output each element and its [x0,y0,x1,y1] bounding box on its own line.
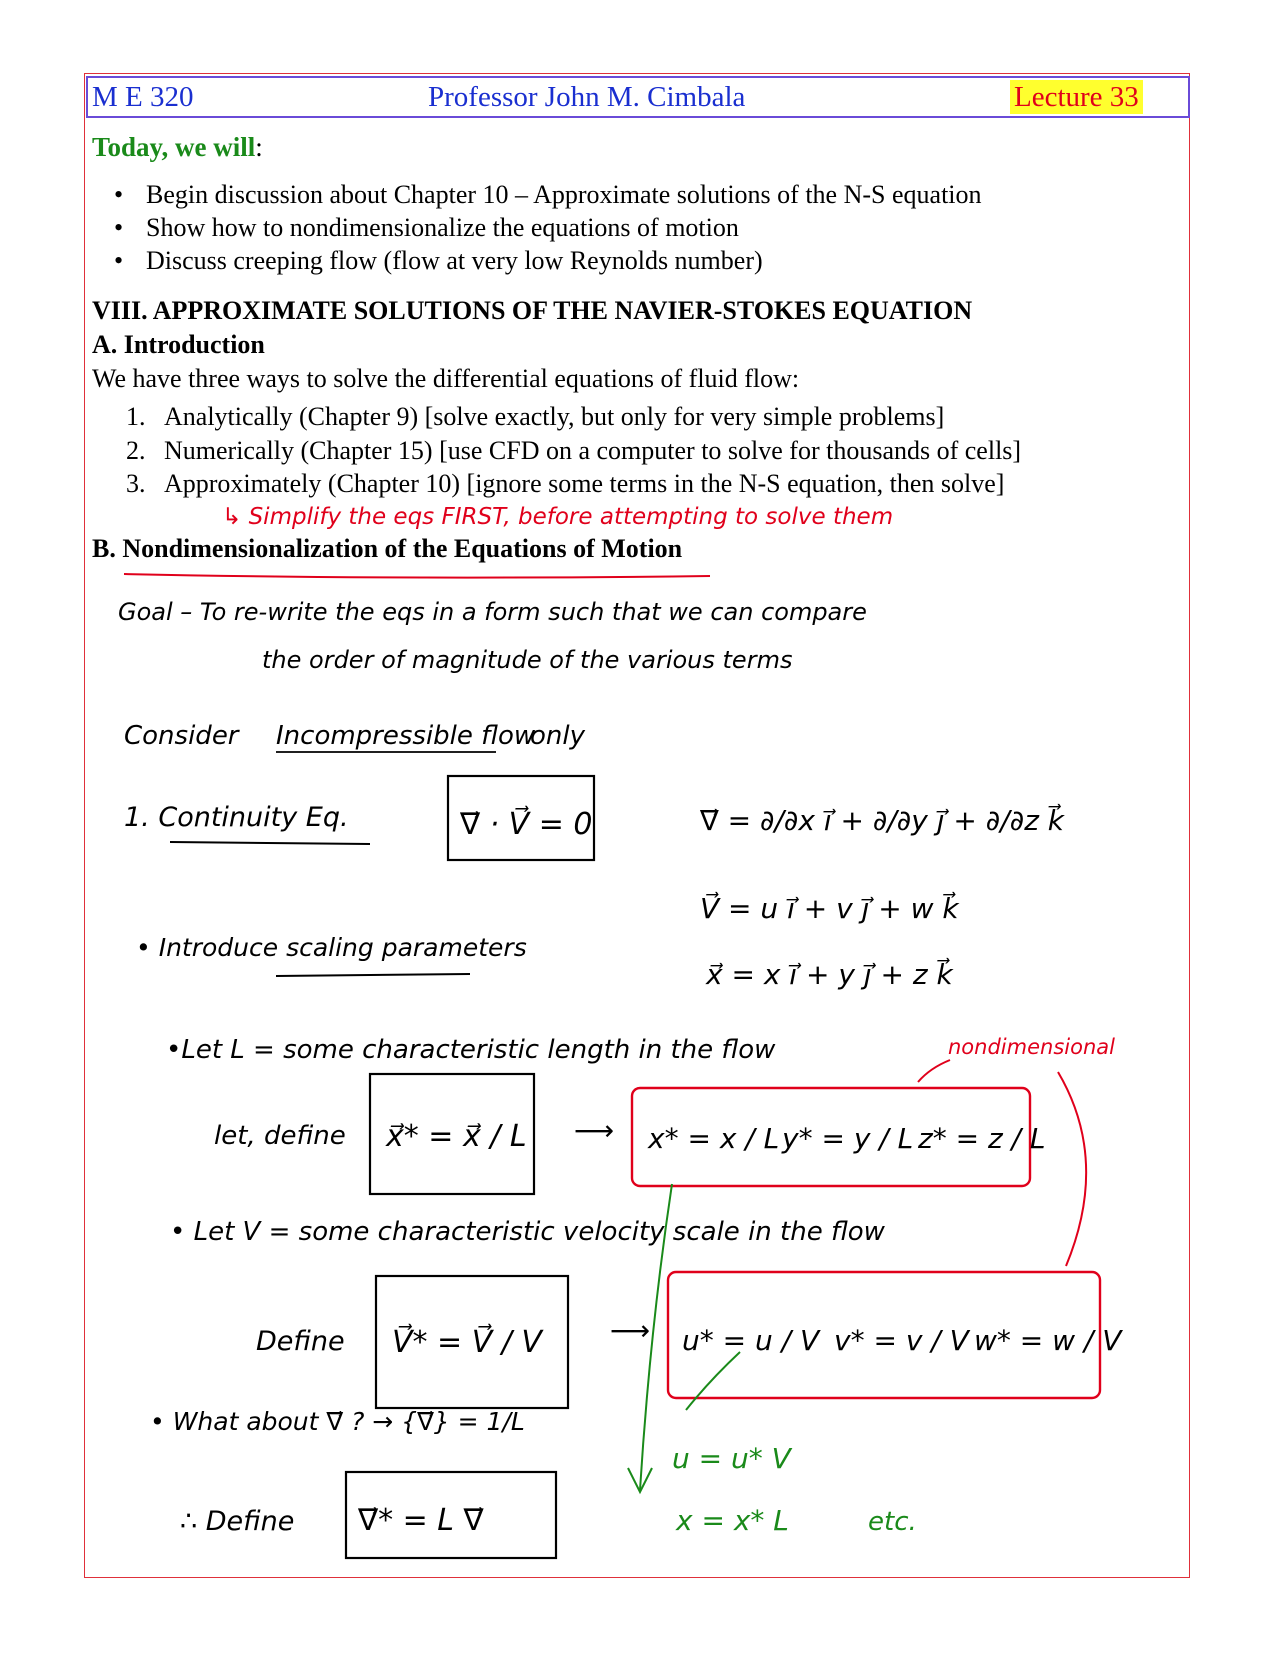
section-b-underline [124,574,710,578]
way-text: Analytically (Chapter 9) [solve exactly, but only for very simple problems] [164,402,945,431]
v-star-definition: V⃗* = V⃗ / V [392,1325,542,1360]
introduce-scaling: • Introduce scaling parameters [136,933,527,962]
nondim-arrow-2 [1058,1072,1086,1266]
course-code: M E 320 [92,81,194,113]
define-label: Define [256,1326,345,1357]
agenda-item: • Discuss creeping flow (flow at very low Reynolds number) [92,244,982,277]
professor-name: Professor John M. Cimbala [428,81,746,113]
section-b-title: B. Nondimensionalization of the Equations of Motion [92,534,683,563]
today-heading: Today, we will: [92,132,263,162]
continuity-label: 1. Continuity Eq. [124,802,349,833]
therefore-define: ∴ Define [180,1506,295,1537]
let-define: let, define [214,1121,346,1151]
intro-text: We have three ways to solve the differential equations of fluid flow: [92,364,800,393]
continuity-equation: ∇⃗ · V⃗ = 0 [460,807,593,842]
del-definition: ∇⃗ = ∂/∂x i⃗ + ∂/∂y j⃗ + ∂/∂z k⃗ [700,804,1064,837]
etc-note: etc. [868,1507,917,1537]
way-number: 1. [126,402,146,431]
arrow-right: ⟶ [574,1114,615,1147]
agenda-item: • Begin discussion about Chapter 10 – Approximate solutions of the N-S equation [92,178,982,211]
nondim-arrow-1 [918,1060,950,1082]
v-star: v* = v / V [834,1324,969,1357]
incompressible-flow: Incompressible flow [276,721,536,751]
today-label: Today, we will [92,132,256,162]
goal-line-2: the order of magnitude of the various terms [262,646,793,674]
x-star: x* = x / L [648,1122,780,1155]
only-word: only [530,721,585,751]
green-arrow-2 [686,1352,740,1410]
consider-word: Consider [124,721,239,751]
continuity-underline [170,842,370,844]
section-a-title: A. Introduction [92,330,265,359]
let-L-line: •Let L = some characteristic length in the flow [166,1035,776,1065]
u-equation: u = u* V [672,1442,791,1475]
arrow-right-2: ⟶ [610,1314,651,1347]
nondimensional-note: nondimensional [948,1035,1115,1059]
velocity-definition: V⃗ = u i⃗ + v j⃗ + w k⃗ [700,892,959,925]
del-star-definition: ∇⃗* = L ∇⃗ [358,1503,484,1538]
agenda-item: • Show how to nondimensionalize the equations of motion [92,211,982,244]
scaling-underline [276,974,470,976]
way-text: Numerically (Chapter 15) [use CFD on a computer to solve for thousands of cells] [164,435,1022,465]
way-number: 2. [126,435,146,465]
y-star: y* = y / L [782,1122,914,1155]
way-number: 3. [126,469,146,498]
goal-line-1: Goal – To re-write the eqs in a form such that we can compare [118,598,867,626]
simplify-note: ↳ Simplify the eqs FIRST, before attempting to solve them [222,504,894,530]
u-star: u* = u / V [682,1324,820,1357]
x-equation: x = x* L [676,1504,789,1537]
lecture-number: Lecture 33 [1010,80,1143,114]
z-star: z* = z / L [918,1122,1046,1155]
position-definition: x⃗ = x i⃗ + y j⃗ + z k⃗ [706,958,953,991]
way-text: Approximately (Chapter 10) [ignore some terms in the N-S equation, then solve] [164,469,1005,498]
x-star-definition: x⃗* = x⃗ / L [386,1119,527,1154]
section-viii-title: VIII. APPROXIMATE SOLUTIONS OF THE NAVIER-STOKES EQUATION [92,296,973,325]
w-star: w* = w / V [974,1324,1122,1357]
what-about-del: • What about ∇⃗ ? → {∇⃗} = 1/L [150,1407,525,1436]
let-V-line: • Let V = some characteristic velocity scale in the flow [170,1217,885,1247]
